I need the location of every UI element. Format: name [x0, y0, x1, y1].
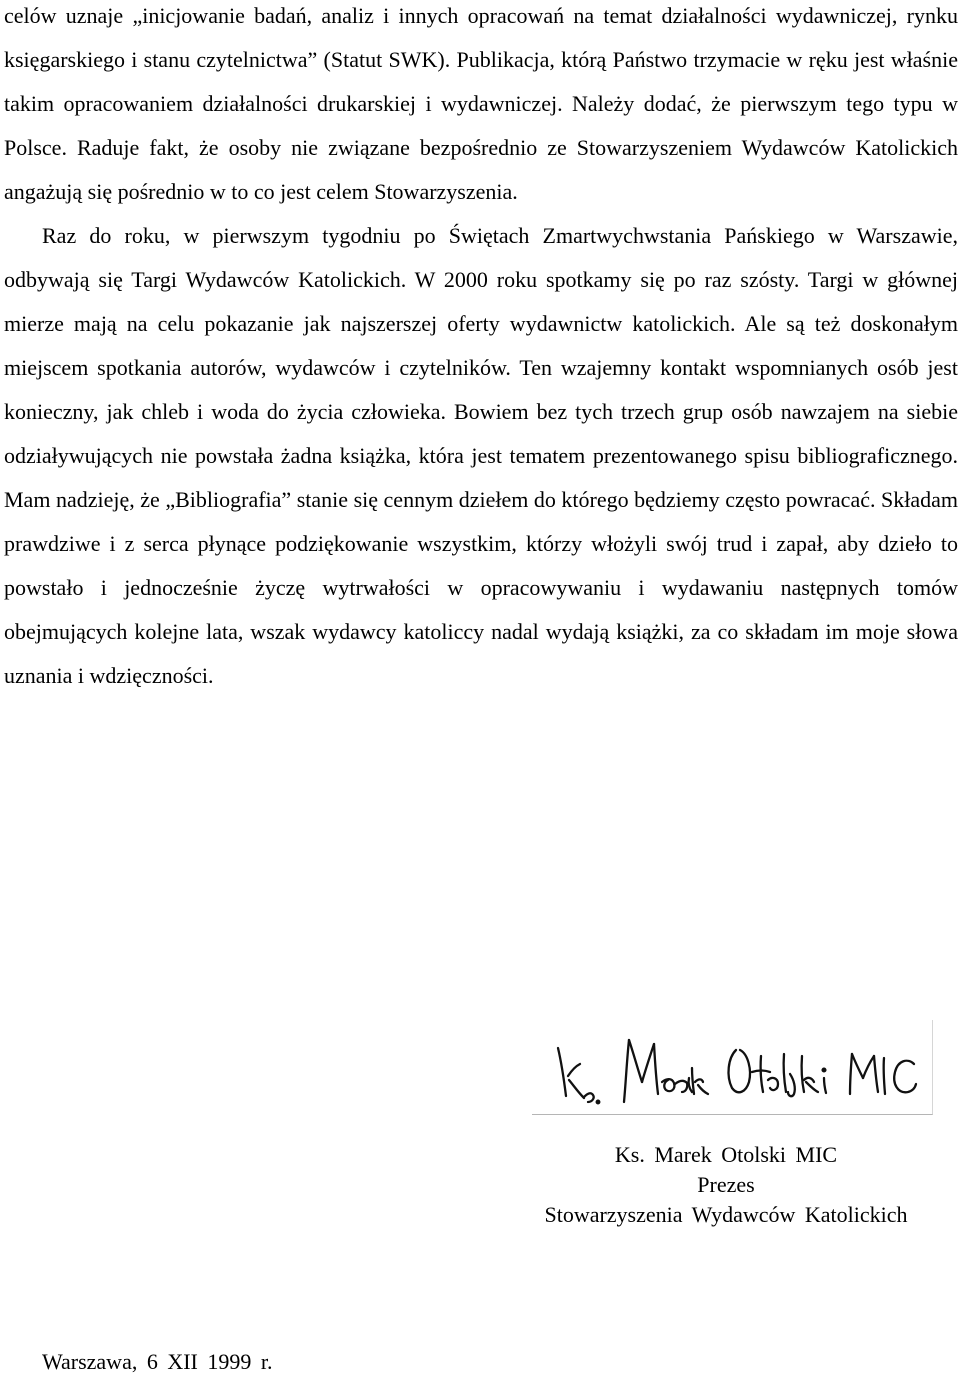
handwritten-signature	[532, 1020, 933, 1115]
date-place: Warszawa, 6 XII 1999 r.	[42, 1349, 273, 1374]
paragraph-2: Raz do roku, w pierwszym tygodniu po Świętach Zmartwychwstania Pańskiego w Warszawie, odbywają się Targi Wydawców Katolickich. W 2000 roku spotkamy się po raz szósty. Targi w głównej mierze mają na celu pokazanie jak najszerszej oferty wydawnictw katolickich. Ale są też doskonałym miejscem spotkania autorów, wydawców i czytelników. Ten wzajemny kontakt wspomnianych osób jest konieczny, jak chleb i woda do życia człowieka. Bowiem bez tych trzech grup osób nawzajem na siebie odziaływujących nie powstała żadna książka, która jest tematem prezentowanego spisu bibliograficznego. Mam nadzieję, że „Bibliografia” stanie się cennym dziełem do którego będziemy często powracać. Składam prawdziwe i z serca płynące podziękowanie wszystkim, którzy włożyli swój trud i zapał, aby dzieło to powstało i jednocześnie życzę wytrwałości w opracowywaniu i wydawaniu następnych tomów obejmujących kolejne lata, wszak wydawcy katoliccy nadal wydają książki, za co składam im moje słowa uznania i wdzięczności.	[4, 223, 958, 688]
signature-drawing	[532, 1020, 932, 1114]
signer-name: Ks. Marek Otolski MIC	[614, 1142, 838, 1167]
signer-block	[500, 1140, 952, 1230]
signer-organization: Stowarzyszenia Wydawców Katolickich	[544, 1202, 908, 1227]
paragraph-1: celów uznaje „inicjowanie badań, analiz i innych opracowań na temat działalności wydawniczej, rynku księgarskiego i stanu czytelnictwa” (Statut SWK). Publikacja, którą Państwo trzymacie w ręku jest właśnie takim opracowaniem działalności drukarskiej i wydawniczej. Należy dodać, że pierwszym tego typu w Polsce. Raduje fakt, że osoby nie związane bezpośrednio ze Stowarzyszeniem Wydawców Katolickich angażują się pośrednio w to co jest celem Stowarzyszenia.	[4, 3, 958, 204]
body-text	[4, 0, 958, 698]
signer-role: Prezes	[697, 1172, 755, 1197]
